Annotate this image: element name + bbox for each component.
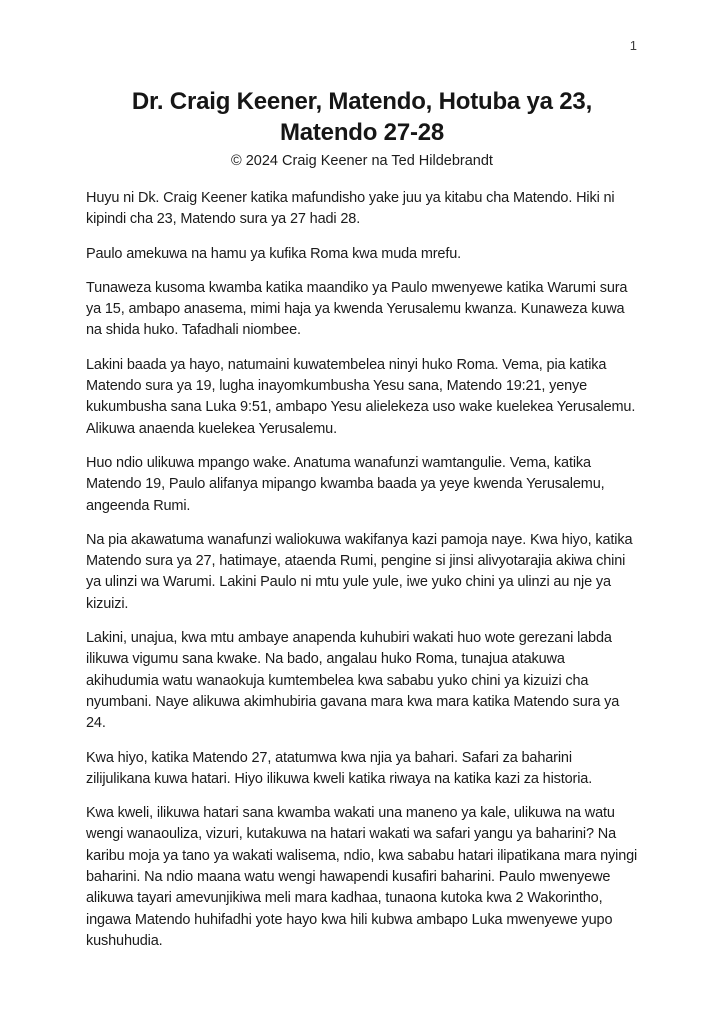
copyright-line: © 2024 Craig Keener na Ted Hildebrandt: [231, 153, 493, 169]
paragraph-9: Kwa kweli, ilikuwa hatari sana kwamba wakati una maneno ya kale, ulikuwa na watu wengi wanaouliza, vizuri, kutakuwa na hatari wakati wa safari yangu ya baharini? Na karibu moja ya tano ya wakati walisema, ndio, kwa sababu hatari ilipatikana mara nyingi baharini. Na ndio maana watu wengi hawapendi kusafiri baharini. Paulo mwenyewe alikuwa tayari amevunjikiwa meli mara kadhaa, tunaona kutoka kwa 2 Wakorintho, ingawa Matendo huhifadhi yote hayo kwa hili kubwa ambapo Luka mwenyewe yupo kushuhudia.: [86, 805, 638, 949]
paragraph-3: Tunaweza kusoma kwamba katika maandiko ya Paulo mwenyewe katika Warumi sura ya 15, ambapo anasema, mimi haja ya kwenda Yerusalemu kwanza. Kunaweza kuwa na shida huko. Tafadhali niombee.: [86, 279, 628, 339]
page-number: 1: [629, 38, 637, 53]
paragraph-2: Paulo amekuwa na hamu ya kufika Roma kwa muda mrefu.: [86, 245, 462, 262]
paragraph-6: Na pia akawatuma wanafunzi waliokuwa wakifanya kazi pamoja naye. Kwa hiyo, katika Matendo sura ya 27, hatimaye, ataenda Rumi, pengine si jinsi alivyotarajia akiwa chini ya ulinzi wa Warumi. Lakini Paulo ni mtu yule yule, iwe yuko chini ya ulinzi au nje ya kizuizi.: [86, 531, 633, 612]
document-title: [88, 0, 636, 148]
paragraph-4: Lakini baada ya hayo, natumaini kuwatembelea ninyi huko Roma. Vema, pia katika Matendo sura ya 19, lugha inayomkumbusha Yesu sana, Matendo 19:21, yenye kukumbusha sana Luka 9:51, ambapo Yesu alielekeza uso wake kuelekea Yerusalemu. Alikuwa anaenda kuelekea Yerusalemu.: [86, 356, 636, 437]
paragraph-7: Lakini, unajua, kwa mtu ambaye anapenda kuhubiri wakati huo wote gerezani labda ilikuwa vigumu sana kwake. Na bado, angalau huko Roma, tunajua atakuwa akihudumia watu wanaokuja kumtembelea kwa sababu yuko chini ya kizuizi cha nyumbani. Naye alikuwa akimhubiria gavana mara kwa mara katika Matendo sura ya 24.: [86, 630, 620, 732]
paragraph-8: Kwa hiyo, katika Matendo 27, atatumwa kwa njia ya bahari. Safari za baharini zilijulikana kuwa hatari. Hiyo ilikuwa kweli katika riwaya na katika kazi za historia.: [86, 749, 593, 787]
title-line-1: Dr. Craig Keener, Matendo, Hotuba ya 23,: [131, 88, 593, 115]
body-text: [86, 188, 638, 952]
title-line-2: Matendo 27-28: [279, 119, 445, 146]
paragraph-5: Huo ndio ulikuwa mpango wake. Anatuma wanafunzi wamtangulie. Vema, katika Matendo 19, Paulo alifanya mipango kwamba baada ya yeye kwenda Yerusalemu, angeenda Rumi.: [86, 454, 605, 514]
paragraph-1: Huyu ni Dk. Craig Keener katika mafundisho yake juu ya kitabu cha Matendo. Hiki ni kipindi cha 23, Matendo sura ya 27 hadi 28.: [86, 190, 615, 228]
